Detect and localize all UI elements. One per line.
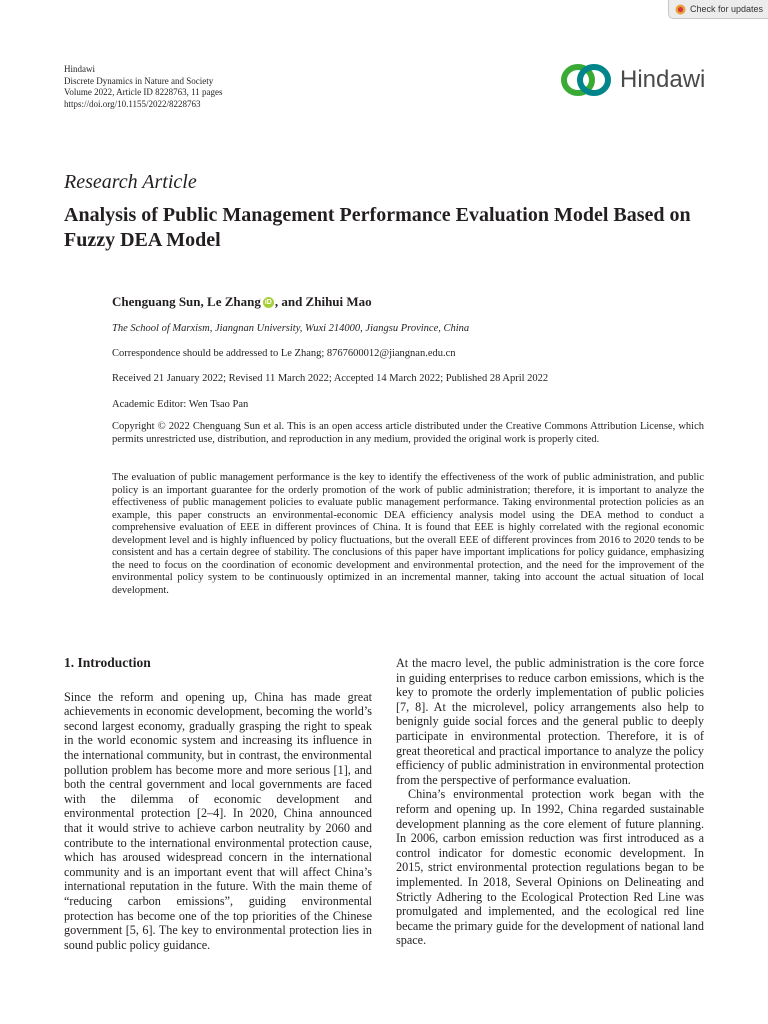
article-type: Research Article — [64, 171, 197, 193]
authors-first: Chenguang Sun, Le Zhang — [112, 294, 261, 309]
article-title: Analysis of Public Management Performance Evaluation Model Based on Fuzzy DEA Model — [64, 204, 691, 251]
check-for-updates-button[interactable] — [668, 0, 768, 19]
correspondence: Correspondence should be addressed to Le Zhang; 8767600012@jiangnan.edu.cn — [112, 348, 456, 359]
body-paragraph: At the macro level, the public administration is the core force in guiding enterprises to reduce carbon emissions, which is the key to promote the orderly implementation of public policies [7, 8]. At the microlevel, policy arrangements also help to benignly guide social forces and the general public to deeply participate in environmental protection. Therefore, it is of great theoretical and practical importance to analyze the policy efficiency of public administration in environmental protection from the perspective of performance evaluation. — [396, 656, 704, 787]
hindawi-logo-text: Hindawi — [620, 66, 706, 93]
body-paragraph: Since the reform and opening up, China has made great achievements in economic development, becoming the world’s second largest economy, gradually grasping the right to speak in the world economic system and increasing its influence in the international community, but in contrast, the environmental pollution problem has become more and more serious [1], and both the central government and local governments are faced with the dilemma of economic development and environmental protection [2–4]. In 2020, China announced that it would strive to achieve carbon neutrality by 2060 and contribute to the international environmental protection cause, which has aroused widespread concern in the international community and is an important event that will affect China’s international reputation in the future. With the main theme of “reducing carbon emissions”, guiding environmental protection has become one of the top priorities of the Chinese government [5, 6]. The key to environmental protection lies in sound public policy guidance. — [64, 689, 372, 952]
author-list — [112, 294, 372, 310]
doi-link[interactable]: https://doi.org/10.1155/2022/8228763 — [64, 98, 201, 109]
copyright-notice: Copyright © 2022 Chenguang Sun et al. This is an open access article distributed under the Creative Commons Attribution License, which permits unrestricted use, distribution, and reproduction in any medium, provided the original work is properly cited. — [112, 421, 704, 445]
authors-last: , and Zhihui Mao — [274, 294, 372, 309]
abstract: The evaluation of public management performance is the key to identify the effectiveness of the work of public administration, and public policy is an important guarantee for the orderly promotion of the work of public administration; therefore, it is important to analyze the effectiveness of public management policies to evaluate public management performance. Taking environmental protection policies as an example, this paper constructs an environmental-economic DEA efficiency analysis model using the DEA method to conduct a comprehensive evaluation of EEE in different provinces of China. It is found that EEE is highly correlated with the regional economic development level and is highly influenced by policy fluctuations, but the overall EEE of different provinces from 2016 to 2020 tends to be consistent and has a certain degree of stability. The conclusions of this paper have important implications for policy guidance, emphasizing the need to focus on the coordination of economic development and environmental protection, and the need for the improvement of the environmental policy system to be continuously optimized in an incremental manner, taking into account the actual situation of local development. — [112, 472, 704, 596]
update-badge-icon — [675, 4, 686, 15]
academic-editor: Academic Editor: Wen Tsao Pan — [112, 399, 249, 410]
body-paragraph: China’s environmental protection work began with the reform and opening up. In 1992, China regarded sustainable development planning as the core element of future planning. In 2006, carbon emission reduction was first introduced as a control indicator for domestic economic development. In 2015, strict environmental protection regulations began to be implemented. In 2018, Several Opinions on Delineating and Strictly Adhering to the Ecological Protection Red Line was promulgated and implemented, and the ecological red line became the primary guide for the development of national land space. — [396, 787, 704, 948]
affiliation: The School of Marxism, Jiangnan University, Wuxi 214000, Jiangsu Province, China — [112, 323, 470, 334]
body-column-right — [396, 656, 704, 948]
hindawi-logo-icon — [558, 63, 614, 97]
hindawi-logo — [558, 63, 705, 97]
journal-info — [64, 64, 222, 110]
publisher-name: Hindawi — [64, 64, 95, 74]
orcid-icon[interactable]: iD — [264, 298, 272, 306]
volume-info: Volume 2022, Article ID 8228763, 11 pages — [64, 87, 223, 97]
check-for-updates-label: Check for updates — [690, 4, 764, 14]
body-column-left — [64, 656, 372, 952]
section-heading: 1. Introduction — [64, 655, 151, 670]
publication-dates: Received 21 January 2022; Revised 11 March 2022; Accepted 14 March 2022; Published 28 April 2022 — [112, 373, 549, 384]
journal-name: Discrete Dynamics in Nature and Society — [64, 75, 214, 86]
